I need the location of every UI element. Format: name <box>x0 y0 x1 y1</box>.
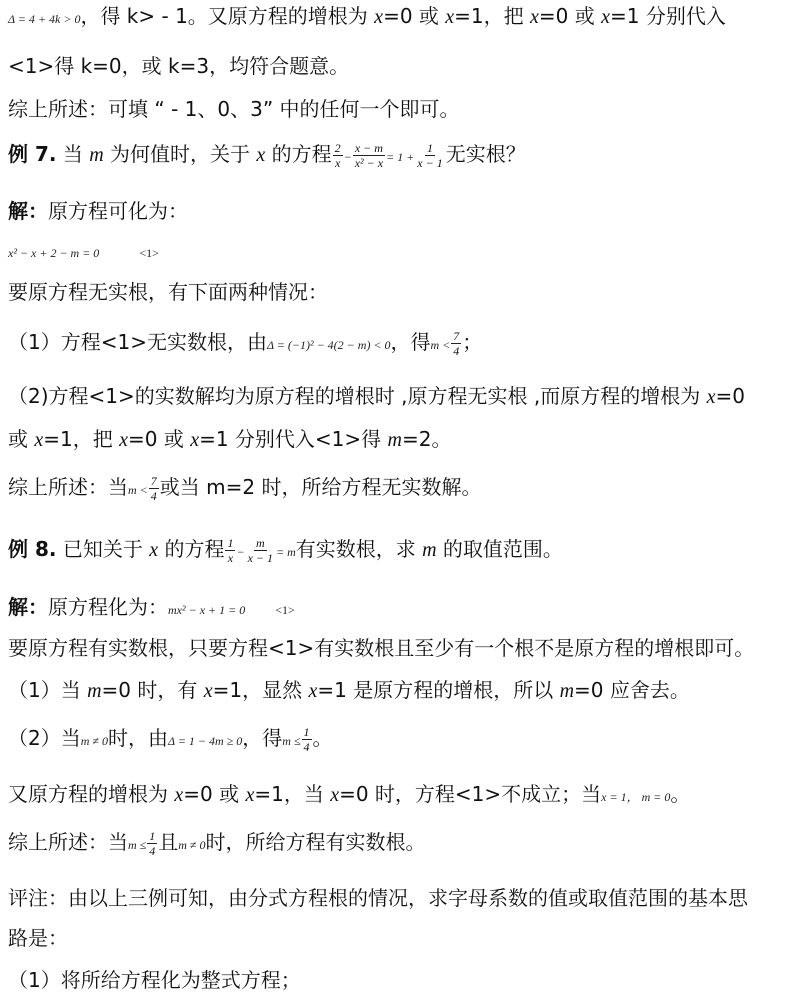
conclusion-8 <box>8 828 426 859</box>
commentary-line-2 <box>8 924 68 952</box>
formula: m ≤ <box>282 734 301 748</box>
text-line-14 <box>8 634 754 662</box>
text: =0 <box>715 384 745 408</box>
var-x: x <box>203 680 213 702</box>
formula: x² − x + 2 − m = 0 <box>8 246 100 260</box>
text: =0 或 <box>127 427 191 451</box>
text: =1，把 <box>43 427 120 451</box>
text: =1，显然 <box>212 678 309 702</box>
fraction <box>149 474 159 503</box>
var-x: x <box>530 6 539 28</box>
example-label: 例 7. <box>8 142 57 166</box>
denominator: x <box>227 551 234 565</box>
text: 原方程可化为： <box>48 199 188 223</box>
numerator: m <box>255 536 265 550</box>
denominator: x − 1 <box>417 156 443 170</box>
var-x: x <box>601 6 610 28</box>
formula: mx² − x + 1 = 0 <box>168 603 246 617</box>
numerator: 1 <box>427 141 434 155</box>
text: 原方程化为： <box>48 595 168 619</box>
text: 要原方程无实根，有下面两种情况： <box>8 280 328 304</box>
text: 的方程 <box>265 142 332 166</box>
fraction <box>415 141 444 170</box>
var-x: x <box>119 429 128 451</box>
text: 综上所述：可填 “ - 1、0、3” 中的任何一个即可。 <box>8 97 460 121</box>
text: （1）将所给方程化为整式方程； <box>8 968 301 992</box>
text-line-2 <box>8 52 349 80</box>
fraction <box>246 536 275 565</box>
text: 的取值范围。 <box>436 537 563 561</box>
formula: x = 1， m = 0 <box>601 790 671 804</box>
text: 为何值时，关于 <box>103 142 257 166</box>
text: 评注：由以上三例可知，由分式方程根的情况，求字母系数的值或取值范围的基本思 <box>8 886 748 910</box>
text-line-1 <box>8 2 726 33</box>
case-2-line-2 <box>8 425 451 454</box>
text: （2)方程<1>的实数解均为原方程的增根时 ,原方程无实根 ,而原方程的增根为 <box>8 384 707 408</box>
fraction <box>451 329 461 358</box>
formula: m ≠ 0 <box>178 838 206 852</box>
var-m: m <box>87 680 102 702</box>
formula-discriminant: Δ = 4 + 4k > 0 <box>8 12 81 26</box>
text: 或当 m=2 时，所给方程无实数解。 <box>159 475 482 499</box>
var-m: m <box>422 539 437 561</box>
text: 要原方程有实数根，只要方程<1>有实数根且至少有一个根不是原方程的增根即可。 <box>8 636 755 660</box>
numerator: 1 <box>303 725 310 739</box>
operator: = m <box>276 545 296 559</box>
text: 有实数根，求 <box>295 537 423 561</box>
var-x: x <box>256 144 266 166</box>
var-x: x <box>374 6 384 28</box>
text: 已知关于 <box>56 537 150 561</box>
denominator: 4 <box>149 844 156 858</box>
example-7-heading <box>8 140 526 171</box>
text: 且 <box>158 830 179 854</box>
fraction <box>353 141 385 170</box>
text: ，得 <box>242 726 283 750</box>
var-x: x <box>174 784 184 806</box>
numerator: 1 <box>227 536 234 550</box>
var-x: x <box>245 784 255 806</box>
text: =1 分别代入<1>得 <box>199 427 388 451</box>
text: 时，由 <box>108 726 168 750</box>
solution-8-intro <box>8 593 295 624</box>
fraction <box>302 725 312 754</box>
formula: m < <box>128 483 148 497</box>
text: =0 或 <box>183 782 246 806</box>
solution-label: 解： <box>8 199 48 223</box>
operator: − <box>343 150 352 164</box>
var-x: x <box>330 784 340 806</box>
var-x: x <box>149 539 159 561</box>
text-line-3 <box>8 95 460 123</box>
text-line-7 <box>8 278 328 306</box>
text: ，得 k> - 1。又原方程的增根为 <box>80 4 375 28</box>
operator: − <box>236 545 245 559</box>
var-x: x <box>445 6 455 28</box>
text: 当 <box>56 142 90 166</box>
text-line-17 <box>8 780 690 811</box>
text: 综上所述：当 <box>8 830 128 854</box>
operator: = 1 + <box>386 150 415 164</box>
text: （1）方程<1>无实数根，由 <box>8 330 267 354</box>
text: =0 或 <box>383 4 446 28</box>
denominator: 4 <box>150 489 157 503</box>
var-x: x <box>34 429 44 451</box>
formula: Δ = 1 − 4m ≥ 0 <box>168 734 243 748</box>
text: =1 分别代入 <box>609 4 726 28</box>
formula: m < <box>430 338 451 352</box>
numerator: 1 <box>149 829 156 843</box>
example-label: 例 8. <box>8 537 57 561</box>
var-m: m <box>559 680 575 702</box>
text: 时，所给方程有实数根。 <box>205 830 426 854</box>
var-x: x <box>308 680 318 702</box>
denominator: x <box>334 156 341 170</box>
case-1 <box>8 328 482 359</box>
numerator: x − m <box>354 141 383 155</box>
solution-label: 解： <box>8 595 48 619</box>
equation-1 <box>8 236 159 267</box>
commentary-line-1 <box>8 884 748 912</box>
case-8-2 <box>8 724 333 755</box>
text: =0 应舍去。 <box>574 678 690 702</box>
numerator: 7 <box>150 474 157 488</box>
text: 路是： <box>8 926 68 950</box>
var-m: m <box>89 144 104 166</box>
text: ，得 <box>390 330 431 354</box>
formula: Δ = (−1)² − 4(2 − m) < 0 <box>266 338 391 352</box>
text: =0 时，有 <box>101 678 204 702</box>
fraction <box>333 141 343 170</box>
denominator: x² − x <box>354 156 384 170</box>
example-8-heading <box>8 535 563 566</box>
text: （1）当 <box>8 678 88 702</box>
numerator: 2 <box>334 141 341 155</box>
text: 综上所述：当 <box>8 475 128 499</box>
numerator: 7 <box>453 329 460 343</box>
text: 。 <box>312 726 333 750</box>
text: 无实根？ <box>445 142 526 166</box>
case-2-line-1 <box>8 382 745 411</box>
text: =0 或 <box>538 4 602 28</box>
text: 的方程 <box>158 537 225 561</box>
var-m: m <box>387 429 402 451</box>
denominator: x − 1 <box>247 551 273 565</box>
formula: m ≠ 0 <box>80 734 108 748</box>
commentary-step-1 <box>8 966 301 994</box>
case-8-1 <box>8 676 690 705</box>
text: =1 是原方程的增根，所以 <box>317 678 560 702</box>
equation-tag: <1> <box>139 246 159 260</box>
fraction <box>147 829 157 858</box>
equation-tag: <1> <box>275 603 295 617</box>
text: 。 <box>670 782 691 806</box>
denominator: 4 <box>303 740 310 754</box>
text: =1，把 <box>454 4 530 28</box>
text: =0 时，方程<1>不成立；当 <box>339 782 602 806</box>
text: <1>得 k=0，或 k=3，均符合题意。 <box>8 54 350 78</box>
var-x: x <box>190 429 200 451</box>
text: =2。 <box>401 427 452 451</box>
solution-7-intro <box>8 197 188 225</box>
text: 又原方程的增根为 <box>8 782 175 806</box>
text: ； <box>462 330 483 354</box>
fraction <box>225 536 235 565</box>
denominator: 4 <box>453 344 460 358</box>
var-x: x <box>706 386 716 408</box>
text: （2）当 <box>8 726 81 750</box>
text: =1，当 <box>254 782 331 806</box>
text: 或 <box>8 427 35 451</box>
conclusion-7 <box>8 473 481 504</box>
formula: m ≤ <box>128 838 147 852</box>
